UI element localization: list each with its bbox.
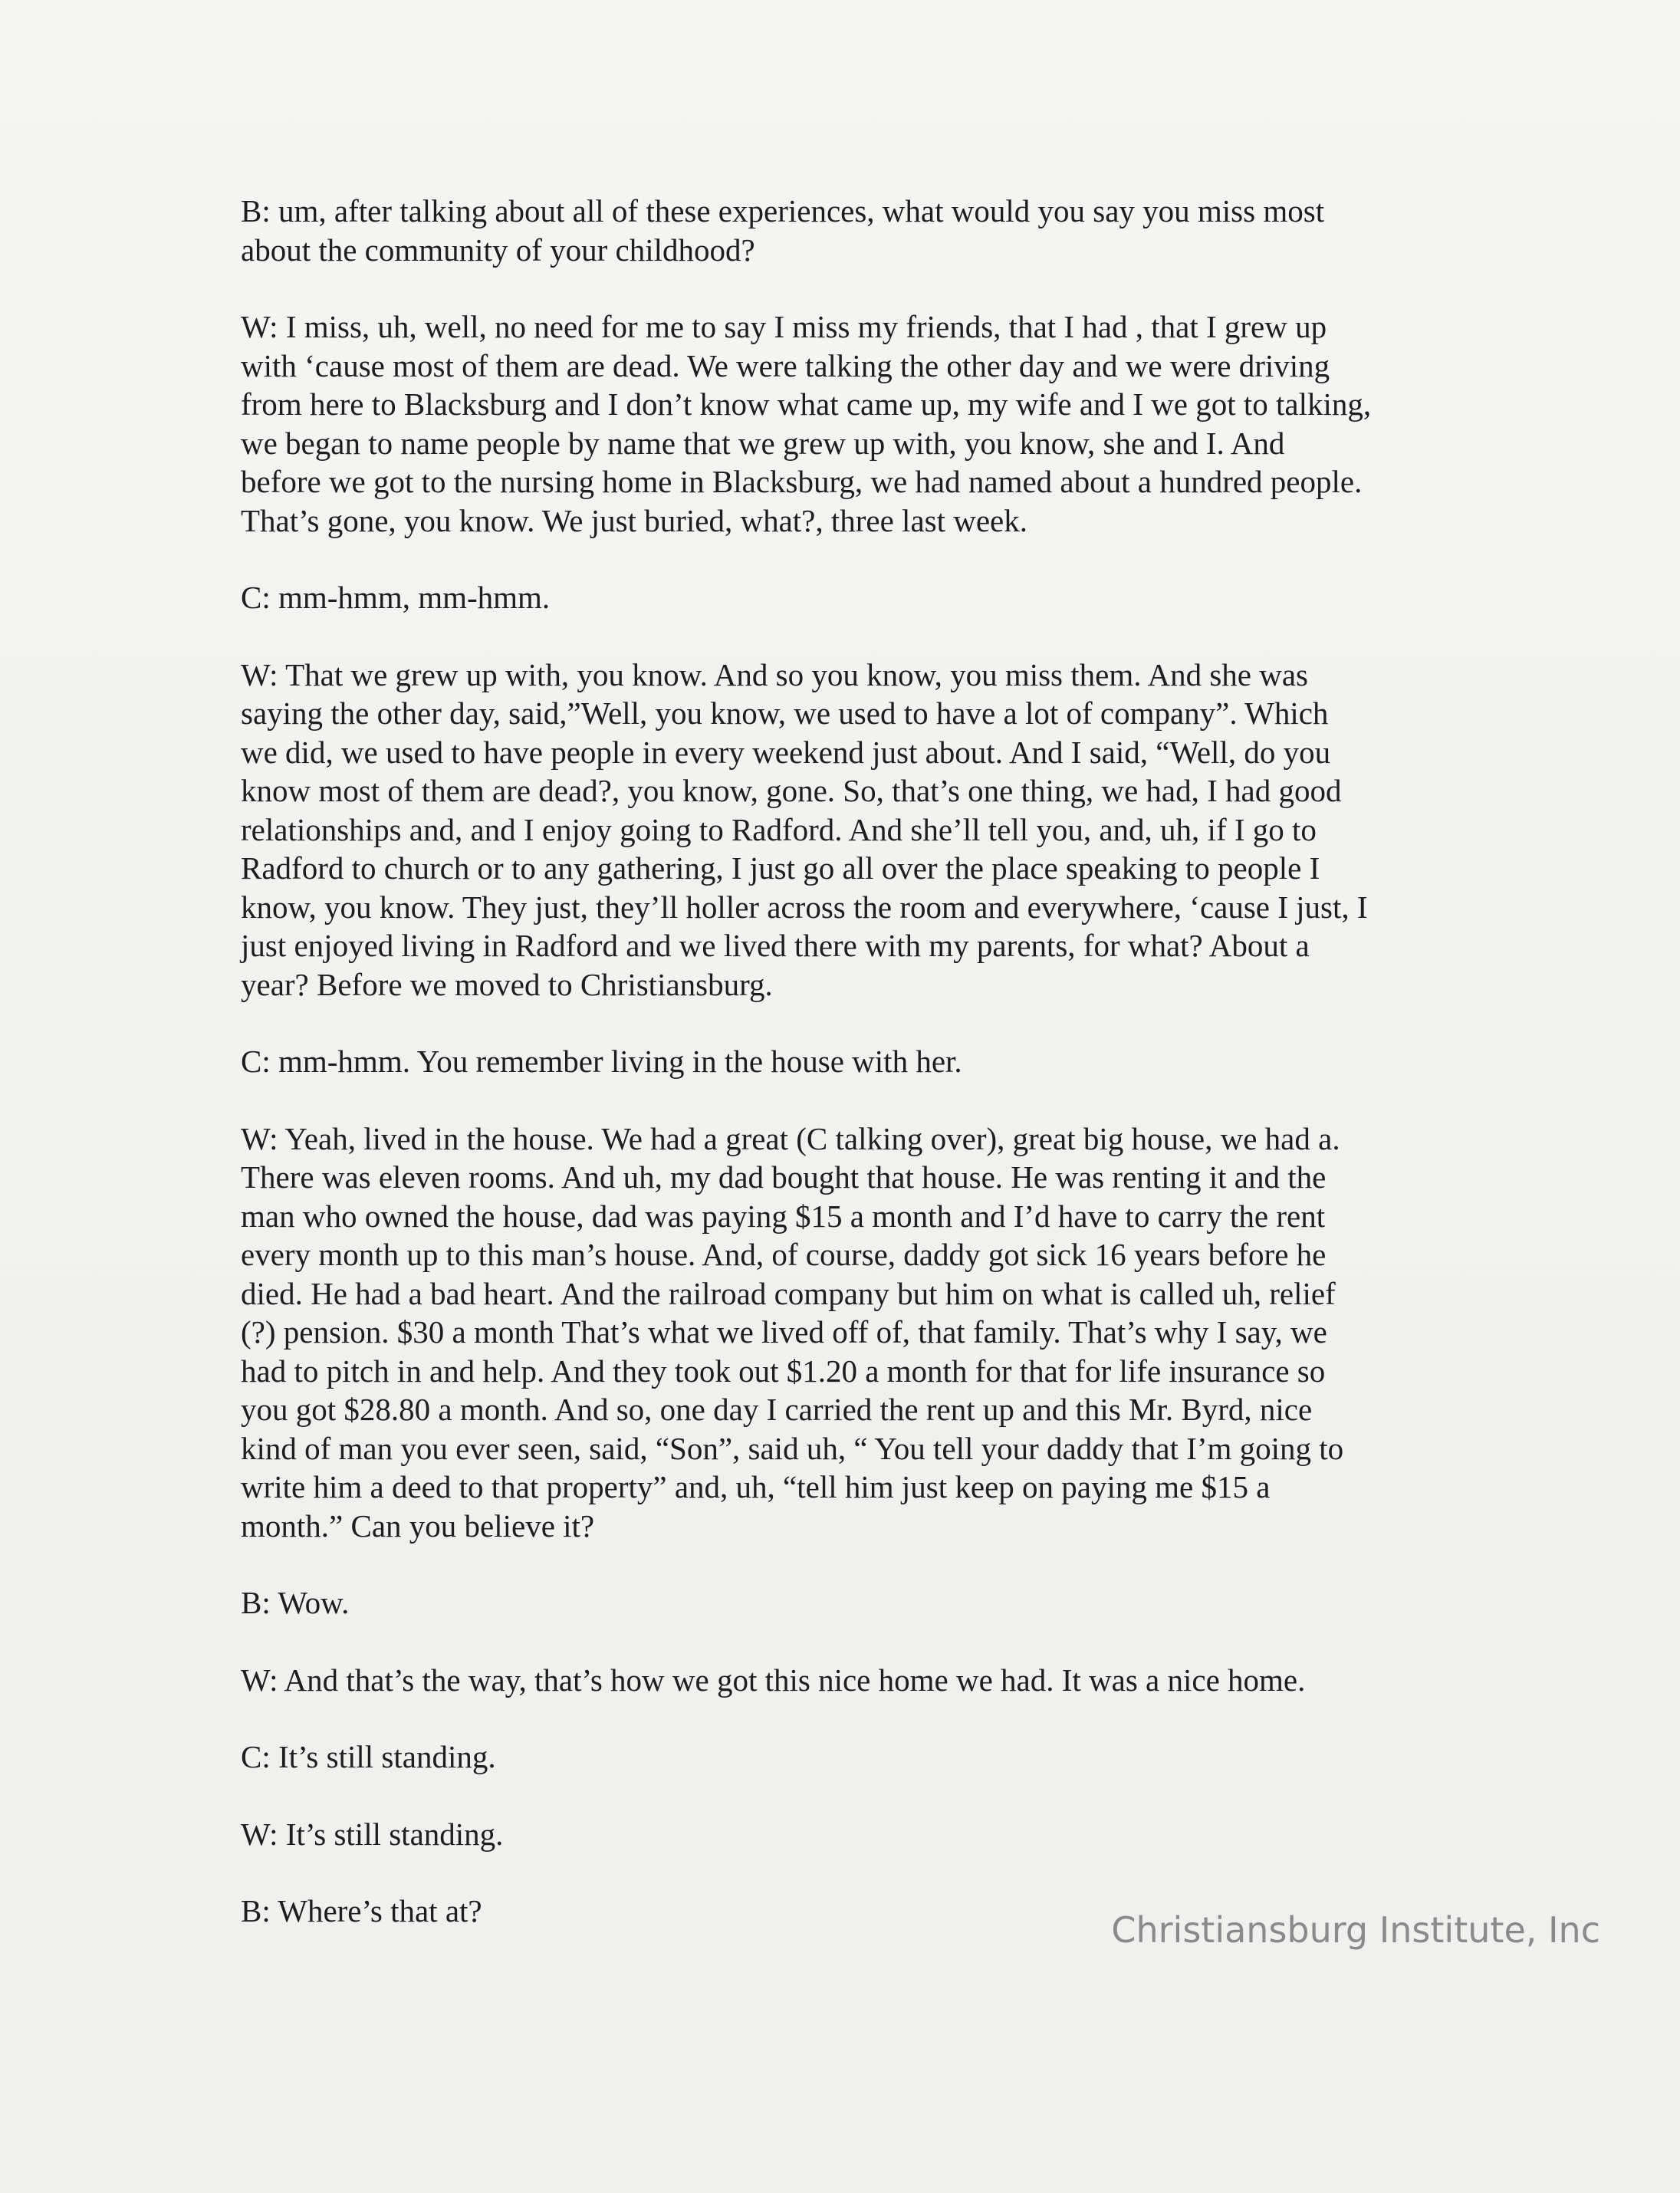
text-line: just enjoyed living in Radford and we lived there with my parents, for what? About a [241,928,1310,963]
text-line: you got $28.80 a month. And so, one day I carried the rent up and this Mr. Byrd, nice [241,1392,1313,1427]
text-line: kind of man you ever seen, said, “Son”, said uh, “ You tell your daddy that I’m going to [241,1430,1344,1466]
transcript-paragraph [241,578,1468,617]
text-line: W: That we grew up with, you know. And so you know, you miss them. And she was [241,656,1308,692]
text-line: before we got to the nursing home in Blacksburg, we had named about a hundred people. [241,464,1363,499]
text-line: write him a deed to that property” and, uh, “tell him just keep on paying me $15 a [241,1469,1271,1504]
text-line: B: Wow. [241,1585,350,1620]
footer-watermark: Christiansburg Institute, Inc [1111,1909,1600,1951]
text-line: C: mm-hmm. You remember living in the house with her. [241,1044,962,1079]
text-line: Radford to church or to any gathering, I just go all over the place speaking to people I [241,850,1320,886]
text-line: with ‘cause most of them are dead. We were talking the other day and we were driving [241,347,1330,383]
text-line: know most of them are dead?, you know, gone. So, that’s one thing, we had, I had good [241,773,1342,808]
transcript-paragraph [241,1120,1468,1546]
text-line: W: Yeah, lived in the house. We had a great (C talking over), great big house, we had a. [241,1120,1340,1156]
transcript-paragraph [241,1042,1468,1081]
transcript-paragraph [241,656,1468,1004]
text-line: C: It’s still standing. [241,1739,496,1774]
text-line: from here to Blacksburg and I don’t know what came up, my wife and I we got to talking, [241,386,1372,422]
transcript-paragraph [241,1661,1468,1700]
text-line: know, you know. They just, they’ll holler across the room and everywhere, ‘cause I just, I [241,889,1368,925]
text-line: B: Where’s that at? [241,1893,482,1928]
text-line: about the community of your childhood? [241,232,755,268]
text-line: There was eleven rooms. And uh, my dad bought that house. He was renting it and the [241,1159,1327,1195]
text-line: W: I miss, uh, well, no need for me to say I miss my friends, that I had , that I grew up [241,309,1327,344]
text-line: saying the other day, said,”Well, you know, we used to have a lot of company”. Which [241,695,1329,731]
text-line: we did, we used to have people in every weekend just about. And I said, “Well, do you [241,734,1331,770]
text-line: every month up to this man’s house. And, of course, daddy got sick 16 years before he [241,1237,1327,1272]
transcript-paragraph [241,1815,1468,1854]
text-line: (?) pension. $30 a month That’s what we lived off of, that family. That’s why I say, we [241,1314,1327,1350]
transcript-paragraph [241,1738,1468,1777]
transcript-paragraph [241,307,1468,540]
transcript-paragraph [241,192,1468,269]
text-line: That’s gone, you know. We just buried, what?, three last week. [241,502,1028,538]
text-line: B: um, after talking about all of these experiences, what would you say you miss most [241,193,1325,229]
text-line: W: It’s still standing. [241,1816,504,1852]
text-line: died. He had a bad heart. And the railroad company but him on what is called uh, relief [241,1275,1336,1311]
text-line: C: mm-hmm, mm-hmm. [241,580,551,615]
text-line: man who owned the house, dad was paying $15 a month and I’d have to carry the rent [241,1198,1326,1234]
text-line: year? Before we moved to Christiansburg. [241,966,773,1002]
text-line: had to pitch in and help. And they took out $1.20 a month for that for life insurance so [241,1353,1326,1389]
interview-transcript [241,192,1468,1969]
transcript-paragraph [241,1583,1468,1623]
text-line: W: And that’s the way, that’s how we got this nice home we had. It was a nice home. [241,1662,1306,1698]
text-line: month.” Can you believe it? [241,1507,595,1544]
text-line: relationships and, and I enjoy going to Radford. And she’ll tell you, and, uh, if I go to [241,811,1317,847]
text-line: we began to name people by name that we grew up with, you know, she and I. And [241,425,1285,461]
